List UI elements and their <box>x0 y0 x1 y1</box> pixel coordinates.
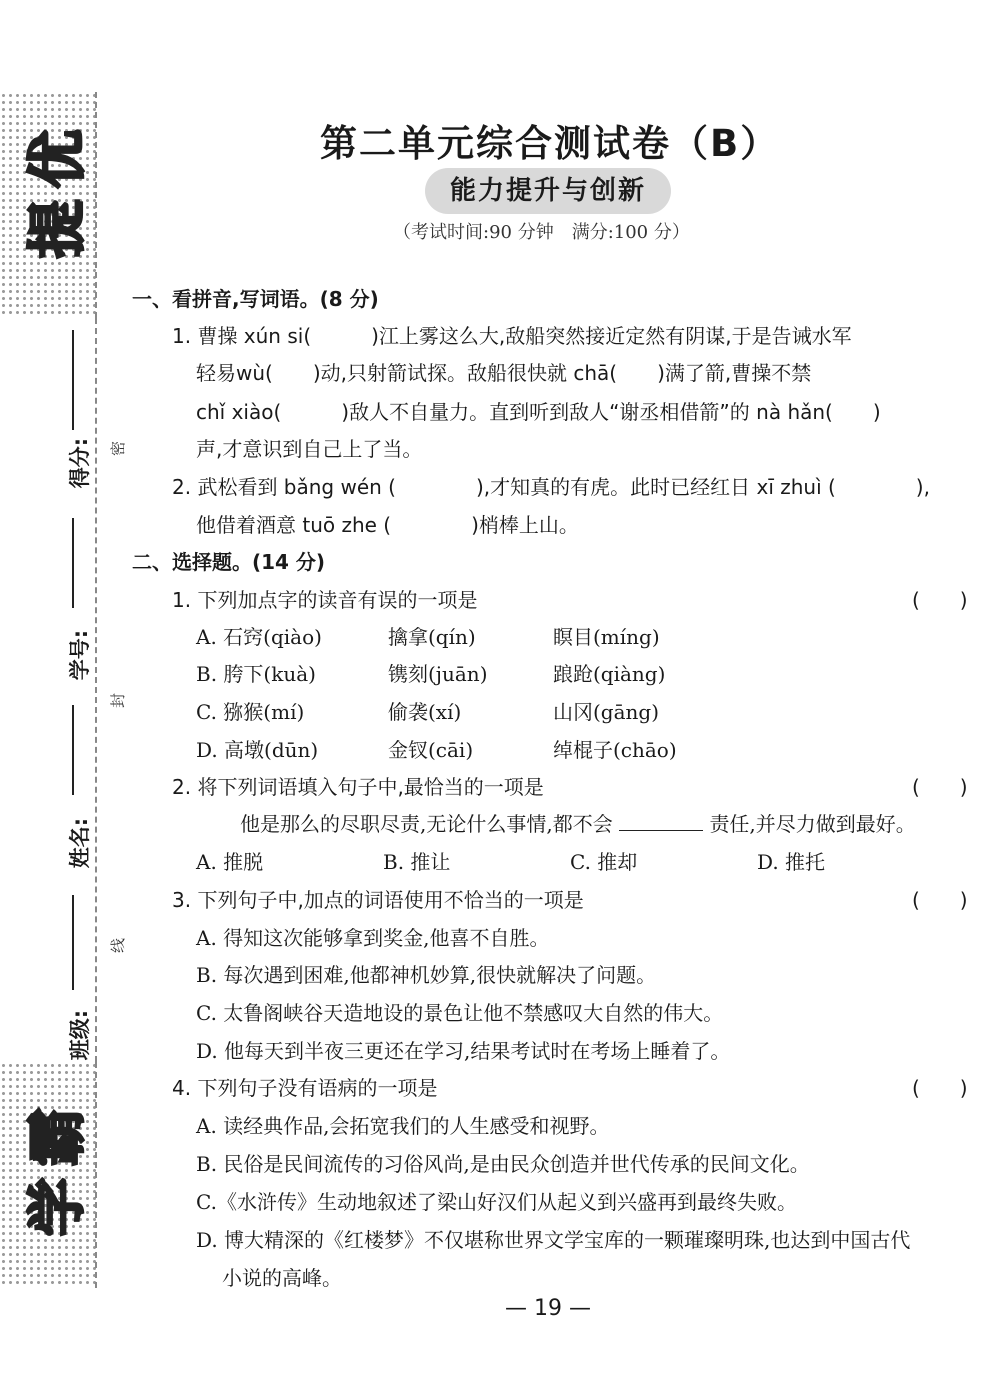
exam-info: （考试时间:90 分钟 满分:100 分） <box>393 222 690 243</box>
sidebar-char: 优 <box>23 130 91 189</box>
option-cell: D. 推托 <box>757 850 826 874</box>
student-id-line <box>72 518 74 608</box>
option-cell: 金钗(cāi) <box>388 738 474 762</box>
answer-paren: ( ) <box>912 888 968 912</box>
question-line: 2. 武松看到 bǎng wén ( ),才知真的有虎。此时已经红日 xī zhuì ( ), <box>172 475 930 499</box>
question-stem: 1. 下列加点字的读音有误的一项是 <box>172 588 478 612</box>
section-heading: 二、选择题。(14 分) <box>132 550 326 574</box>
seal-char: 线 <box>109 937 128 954</box>
page-number: — 19 — <box>505 1296 591 1321</box>
option-cell: 瞑目(míng) <box>553 625 660 649</box>
option-cell: 山冈(gāng) <box>553 700 660 724</box>
option-line: B. 民俗是民间流传的习俗风尚,是由民众创造并世代传承的民间文化。 <box>196 1152 810 1176</box>
question-line: 1. 曹操 xún si( )江上雾这么大,敌船突然接近定然有阴谋,于是告诫水军 <box>172 324 852 348</box>
question-stem: 2. 将下列词语填入句子中,最恰当的一项是 <box>172 775 544 799</box>
option-line: A. 得知这次能够拿到奖金,他喜不自胜。 <box>196 926 550 950</box>
option-line: A. 读经典作品,会拓宽我们的人生感受和视野。 <box>196 1114 610 1138</box>
fill-sentence <box>240 808 916 837</box>
option-cell: C. 推却 <box>570 850 638 874</box>
class-line <box>72 895 74 990</box>
option-line: C. 太鲁阁峡谷天造地设的景色让他不禁感叹大自然的伟大。 <box>196 1001 724 1025</box>
question-line: 声,才意识到自己上了当。 <box>196 437 423 461</box>
question-line: 轻易wù( )动,只射箭试探。敌船很快就 chā( )满了箭,曹操不禁 <box>196 361 812 385</box>
subtitle-badge: 能力提升与创新 <box>425 168 671 214</box>
name-label: 姓名: <box>68 817 93 869</box>
sidebar-char: 学 <box>23 1178 91 1237</box>
option-cell: A. 石窍(qiào) <box>196 625 322 649</box>
option-cell: C. 猕猴(mí) <box>196 700 305 724</box>
cut-line <box>95 318 97 1062</box>
score-line <box>72 330 74 430</box>
option-cell: B. 推让 <box>383 850 451 874</box>
answer-paren: ( ) <box>912 1076 968 1100</box>
option-line: D. 博大精深的《红楼梦》不仅堪称世界文学宝库的一颗璀璨明珠,也达到中国古代 <box>196 1228 911 1252</box>
binding-sidebar <box>0 0 128 1393</box>
sentence-part: 他是那么的尽职尽责,无论什么事情,都不会 <box>240 812 613 836</box>
question-stem: 4. 下列句子没有语病的一项是 <box>172 1076 438 1100</box>
name-line <box>72 705 74 795</box>
seal-char: 密 <box>109 440 128 457</box>
question-line: 他借着酒意 tuō zhe ( )梢棒上山。 <box>196 513 579 537</box>
question-stem: 3. 下列句子中,加点的词语使用不恰当的一项是 <box>172 888 584 912</box>
option-cell: 偷袭(xí) <box>388 700 462 724</box>
option-line: 小说的高峰。 <box>222 1266 342 1290</box>
answer-blank[interactable] <box>619 830 703 831</box>
option-cell: D. 高墩(dūn) <box>196 738 319 762</box>
option-cell: B. 胯下(kuà) <box>196 662 316 686</box>
sentence-part: 责任,并尽力做到最好。 <box>709 812 916 836</box>
option-cell: 踉跄(qiàng) <box>553 662 666 686</box>
option-line: D. 他每天到半夜三更还在学习,结果考试时在考场上睡着了。 <box>196 1039 731 1063</box>
seal-char: 封 <box>109 692 128 709</box>
sidebar-char: 提 <box>23 200 91 259</box>
sidebar-char: 霸 <box>23 1108 91 1167</box>
page-title: 第二单元综合测试卷（B） <box>320 122 780 165</box>
question-line: chǐ xiào( )敌人不自量力。直到听到敌人“谢丞相借箭”的 nà hǎn( ) <box>196 400 881 424</box>
answer-paren: ( ) <box>912 775 968 799</box>
option-cell: 镌刻(juān) <box>388 662 488 686</box>
class-label: 班级: <box>68 1009 93 1061</box>
option-cell: A. 推脱 <box>196 850 264 874</box>
option-line: B. 每次遇到困难,他都神机妙算,很快就解决了问题。 <box>196 963 657 987</box>
option-cell: 擒拿(qín) <box>388 625 476 649</box>
student-id-label: 学号: <box>68 629 93 681</box>
option-cell: 绰棍子(chāo) <box>553 738 677 762</box>
option-line: C.《水浒传》生动地叙述了梁山好汉们从起义到兴盛再到最终失败。 <box>196 1190 797 1214</box>
section-heading: 一、看拼音,写词语。(8 分) <box>132 287 379 311</box>
answer-paren: ( ) <box>912 588 968 612</box>
score-label: 得分: <box>68 437 93 489</box>
